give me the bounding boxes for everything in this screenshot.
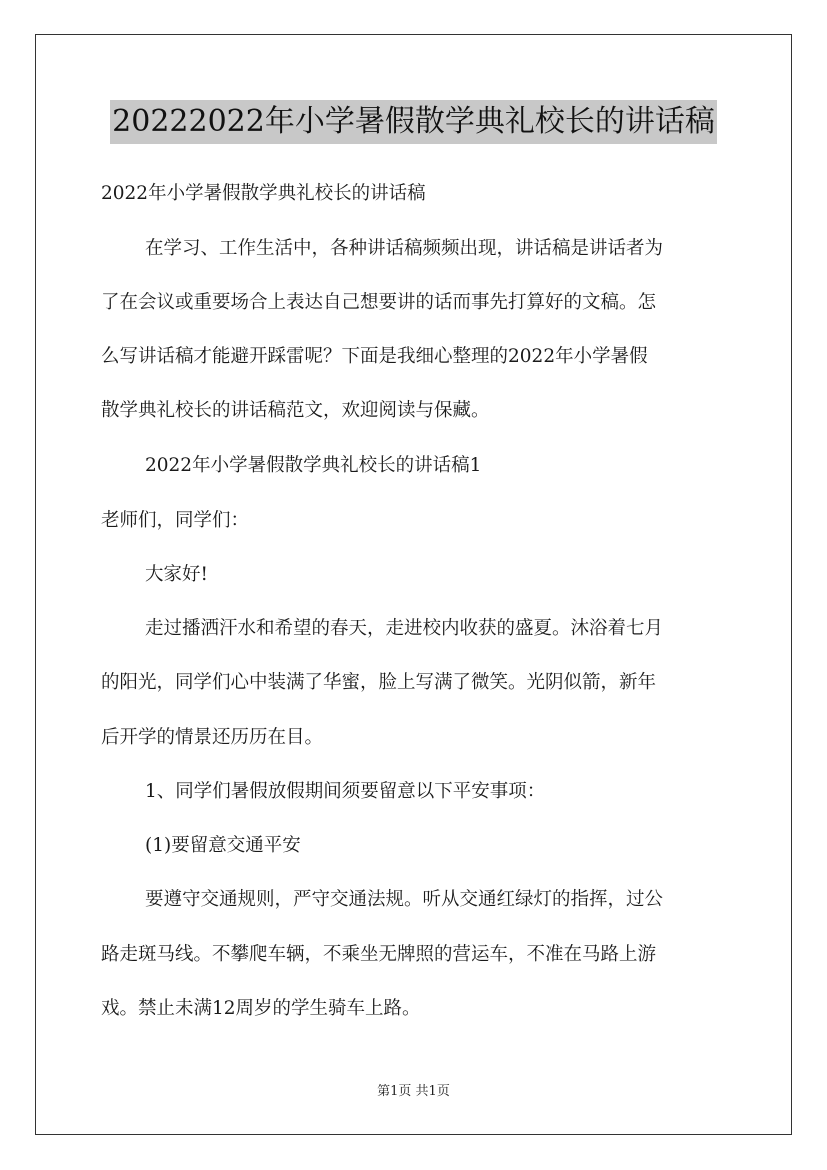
document-title: 20222022年小学暑假散学典礼校长的讲话稿	[110, 100, 717, 144]
greeting: 大家好!	[145, 564, 208, 585]
paragraph-line: 走过播洒汗水和希望的春天，走进校内收获的盛夏。沐浴着七月	[145, 618, 664, 639]
subtitle-line: 2022年小学暑假散学典礼校长的讲话稿	[101, 183, 426, 204]
paragraph-line: 了在会议或重要场合上表达自己想要讲的话而事先打算好的文稿。怎	[101, 292, 657, 313]
title-container	[0, 100, 827, 144]
paragraph-line: 后开学的情景还历历在目。	[101, 727, 324, 748]
paragraph-line: 散学典礼校长的讲话稿范文，欢迎阅读与保藏。	[101, 400, 490, 421]
paragraph-line: 在学习、工作生活中，各种讲话稿频频出现，讲话稿是讲话者为	[145, 238, 664, 259]
paragraph-line: 么写讲话稿才能避开踩雷呢？下面是我细心整理的2022年小学暑假	[101, 346, 648, 367]
section-heading: 2022年小学暑假散学典礼校长的讲话稿1	[145, 455, 482, 476]
page-footer: 第1页 共1页	[377, 1084, 450, 1099]
paragraph-line: 的阳光，同学们心中装满了华蜜，脸上写满了微笑。光阴似箭，新年	[101, 672, 657, 693]
paragraph-line: 路走斑马线。不攀爬车辆，不乘坐无牌照的营运车，不准在马路上游	[101, 944, 657, 965]
sub-heading: (1)要留意交通平安	[145, 835, 301, 856]
paragraph-line: 要遵守交通规则，严守交通法规。听从交通红绿灯的指挥，过公	[145, 889, 664, 910]
list-heading: 1、同学们暑假放假期间须要留意以下平安事项：	[145, 781, 546, 802]
paragraph-line: 戏。禁止未满12周岁的学生骑车上路。	[101, 998, 421, 1019]
salutation: 老师们，同学们：	[101, 510, 250, 531]
